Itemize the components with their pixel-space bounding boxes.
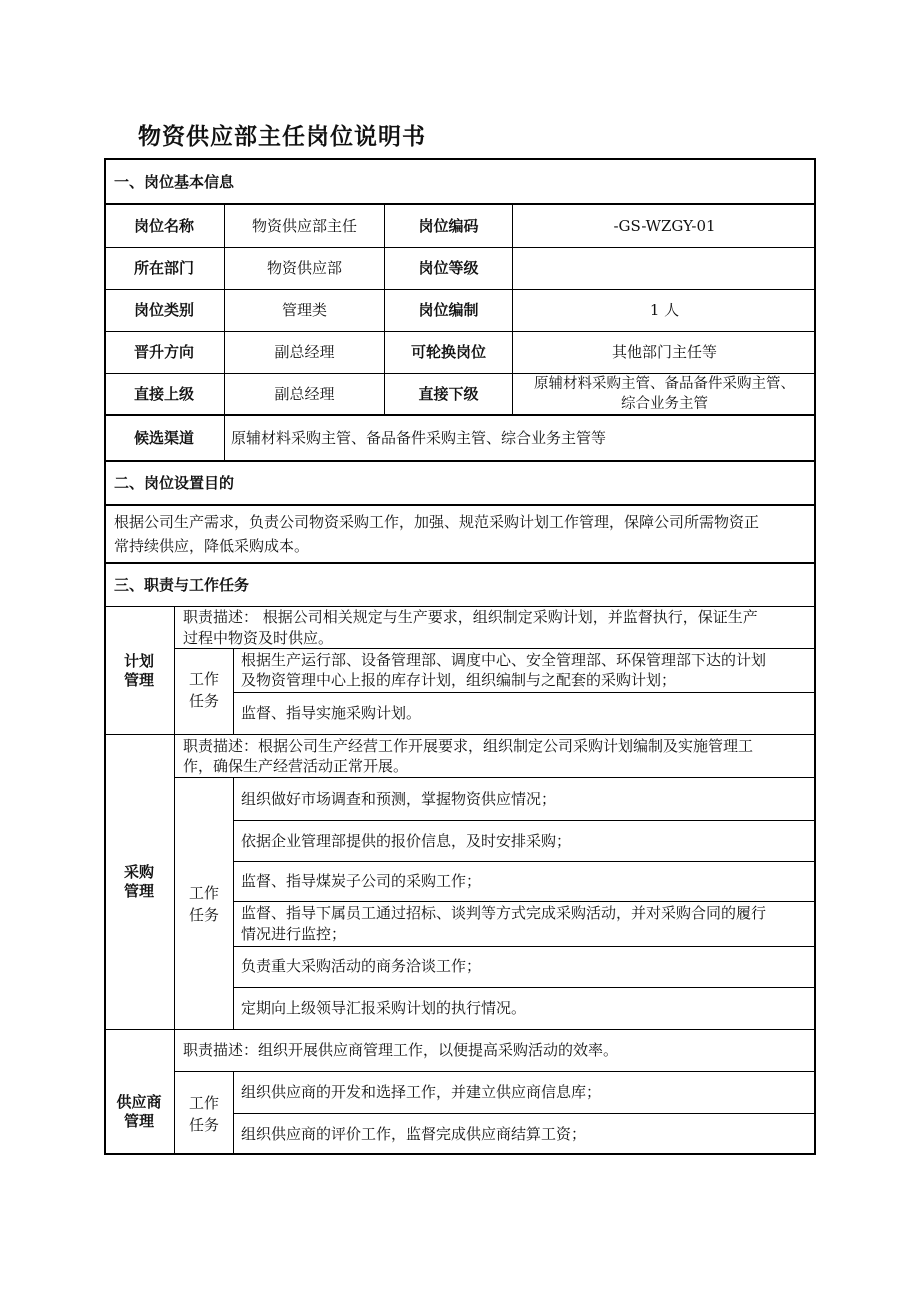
procurement-duty-description: 职责描述：根据公司生产经营工作开展要求，组织制定公司采购计划编制及实施管理工: [183, 737, 754, 755]
planning-task-1: 根据生产运行部、设备管理部、调度中心、安全管理部、环保管理部下达的计划: [241, 651, 767, 669]
label-promotion-path: 晋升方向: [133, 343, 194, 361]
planning-duty-description: 职责描述： 根据公司相关规定与生产要求，组织制定采购计划，并监督执行，保证生产: [183, 608, 758, 626]
planning-task-2: 监督、指导实施采购计划。: [241, 704, 422, 722]
value-position-name: 物资供应部主任: [251, 216, 357, 235]
label-headcount: 岗位编制: [418, 301, 479, 319]
procurement-task-1: 组织做好市场调查和预测，掌握物资供应情况；: [241, 789, 557, 808]
planning-duty-description-cont: 过程中物资及时供应。: [183, 629, 334, 647]
divider: [224, 416, 225, 461]
duty-block-procurement-name: 采购: [123, 863, 154, 881]
planning-task-1-cont: 及物资管理中心上报的库存计划，组织编制与之配套的采购计划；: [241, 671, 677, 689]
planning-task-label-cont: 任务: [188, 692, 219, 710]
value-direct-superior: 副总经理: [274, 384, 335, 403]
value-position-level: [513, 248, 816, 289]
value-candidate-channel: 原辅材料采购主管、备品备件采购主管、综合业务主管等: [231, 429, 607, 447]
purpose-text-cont: 常持续供应，降低采购成本。: [114, 537, 310, 555]
label-position-code: 岗位编码: [418, 216, 479, 235]
procurement-duty-description-cont: 作，确保生产经营活动正常开展。: [183, 757, 409, 775]
label-position-level: 岗位等级: [418, 259, 479, 277]
procurement-task-3: 监督、指导煤炭子公司的采购工作；: [241, 872, 482, 890]
duty-block-supplier-name-cont: 管理: [123, 1112, 154, 1130]
procurement-task-label: 工作: [188, 884, 219, 902]
supplier-task-label-cont: 任务: [188, 1116, 219, 1134]
section-heading-duties: 三、职责与工作任务: [114, 575, 250, 594]
divider: [174, 735, 175, 1029]
label-direct-superior: 直接上级: [133, 384, 194, 403]
section-heading-basic-info: 一、岗位基本信息: [114, 173, 235, 191]
label-candidate-channel: 候选渠道: [133, 429, 194, 447]
value-position-category: 管理类: [281, 301, 327, 319]
value-direct-subordinates-cont: 综合业务主管: [621, 396, 708, 412]
section-heading-purpose: 二、岗位设置目的: [114, 473, 235, 492]
value-rotation-positions: 其他部门主任等: [611, 343, 717, 361]
divider: [234, 901, 816, 902]
value-department: 物资供应部: [266, 259, 342, 277]
label-position-name: 岗位名称: [133, 216, 194, 235]
procurement-task-label-cont: 任务: [188, 906, 219, 924]
planning-task-label: 工作: [188, 670, 219, 688]
value-promotion-path: 副总经理: [274, 343, 335, 361]
duty-block-planning-name: 计划: [123, 652, 154, 670]
divider: [175, 648, 816, 649]
procurement-task-6: 定期向上级领导汇报采购计划的执行情况。: [241, 999, 527, 1017]
procurement-task-4-cont: 情况进行监控；: [241, 925, 347, 943]
purpose-text: 根据公司生产需求，负责公司物资采购工作，加强、规范采购计划工作管理，保障公司所需物资正: [114, 513, 760, 531]
divider: [104, 734, 816, 735]
duty-block-supplier-name: 供应商: [116, 1093, 162, 1111]
label-direct-subordinates: 直接下级: [418, 384, 479, 403]
supplier-duty-description: 职责描述：组织开展供应商管理工作，以便提高采购活动的效率。: [183, 1041, 619, 1059]
duty-block-procurement-name-cont: 管理: [123, 882, 154, 900]
duty-block-planning-name-cont: 管理: [123, 671, 154, 689]
value-headcount: 1 人: [649, 301, 680, 319]
divider: [104, 504, 816, 506]
label-rotation-positions: 可轮换岗位: [410, 343, 486, 361]
supplier-task-2: 组织供应商的评价工作，监督完成供应商结算工资；: [241, 1125, 587, 1143]
document-title: 物资供应部主任岗位说明书: [138, 124, 426, 150]
supplier-task-label: 工作: [188, 1094, 219, 1112]
label-position-category: 岗位类别: [133, 301, 194, 319]
label-department: 所在部门: [133, 259, 194, 277]
divider: [233, 778, 234, 1029]
procurement-task-5: 负责重大采购活动的商务洽谈工作；: [241, 957, 482, 975]
value-position-code: -GS-WZGY-01: [613, 216, 716, 235]
procurement-task-4: 监督、指导下属员工通过招标、谈判等方式完成采购活动，并对采购合同的履行: [241, 904, 767, 922]
value-direct-subordinates: 原辅材料采购主管、备品备件采购主管、: [534, 376, 795, 392]
supplier-task-1: 组织供应商的开发和选择工作，并建立供应商信息库；: [241, 1083, 602, 1101]
procurement-task-2: 依据企业管理部提供的报价信息，及时安排采购；: [241, 831, 572, 850]
